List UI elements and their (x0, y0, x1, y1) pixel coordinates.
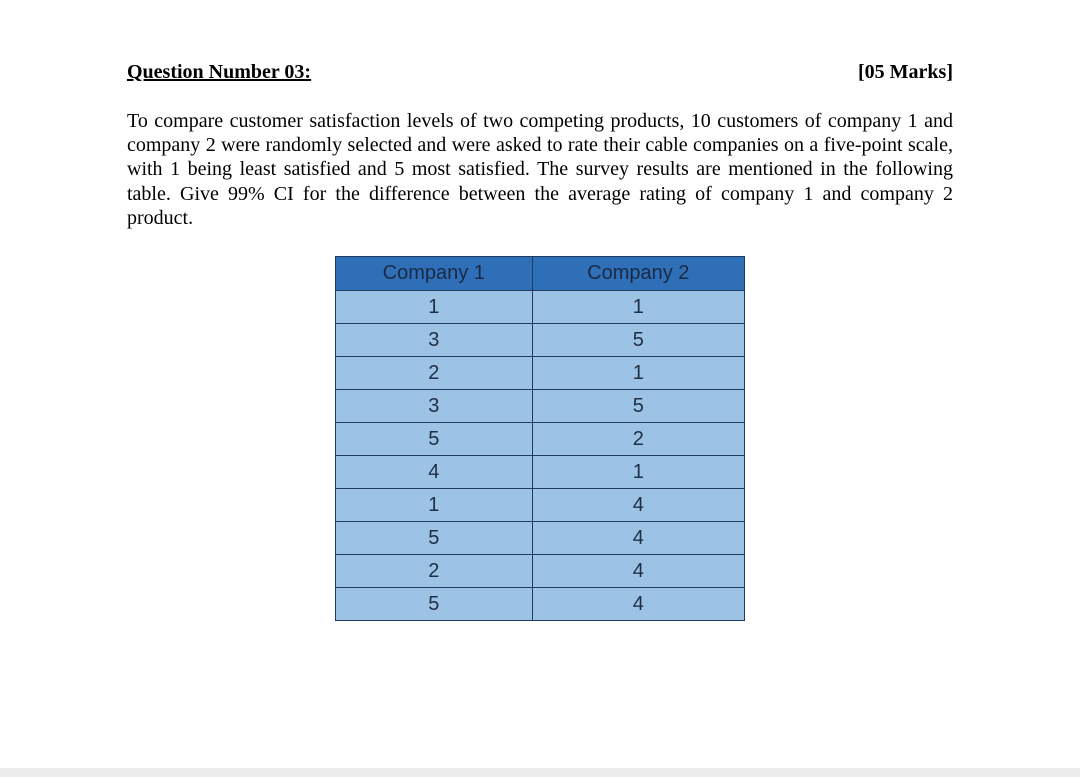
table-cell: 5 (336, 588, 533, 621)
table-row (336, 291, 745, 324)
header-company-1: Company 1 (336, 257, 533, 291)
survey-results-table (335, 256, 745, 621)
table-cell: 2 (336, 555, 533, 588)
question-title: Question Number 03: (127, 61, 312, 83)
table-cell: 5 (336, 423, 533, 456)
table-cell: 4 (532, 489, 744, 522)
table-cell: 5 (336, 522, 533, 555)
table-cell: 5 (532, 390, 744, 423)
table-cell: 4 (532, 522, 744, 555)
table-cell: 1 (532, 456, 744, 489)
question-body: To compare customer satisfaction levels of two competing products, 10 customers of company 1 and company 2 were randomly selected and were asked to rate their cable companies on a five-point scale, with 1 being least satisfied and 5 most satisfied. The survey results are mentioned in the following table. Give 99% CI for the difference between the average rating of company 1 and company 2 product. (127, 110, 953, 229)
table-row (336, 522, 745, 555)
table-cell: 5 (532, 324, 744, 357)
table-cell: 4 (336, 456, 533, 489)
table-row (336, 357, 745, 390)
question-marks: [05 Marks] (858, 61, 953, 83)
table-cell: 2 (532, 423, 744, 456)
table-row (336, 456, 745, 489)
table-row (336, 390, 745, 423)
table-row (336, 489, 745, 522)
table-cell: 4 (532, 555, 744, 588)
table-row (336, 588, 745, 621)
table-cell: 1 (336, 489, 533, 522)
table-row (336, 324, 745, 357)
page-bottom-edge (0, 768, 1080, 777)
table-cell: 1 (532, 291, 744, 324)
table-cell: 1 (336, 291, 533, 324)
table-cell: 4 (532, 588, 744, 621)
table-header-row (336, 257, 745, 291)
header-company-2: Company 2 (532, 257, 744, 291)
table-cell: 1 (532, 357, 744, 390)
table-row (336, 423, 745, 456)
table-cell: 3 (336, 324, 533, 357)
table-row (336, 555, 745, 588)
table-cell: 3 (336, 390, 533, 423)
table-cell: 2 (336, 357, 533, 390)
